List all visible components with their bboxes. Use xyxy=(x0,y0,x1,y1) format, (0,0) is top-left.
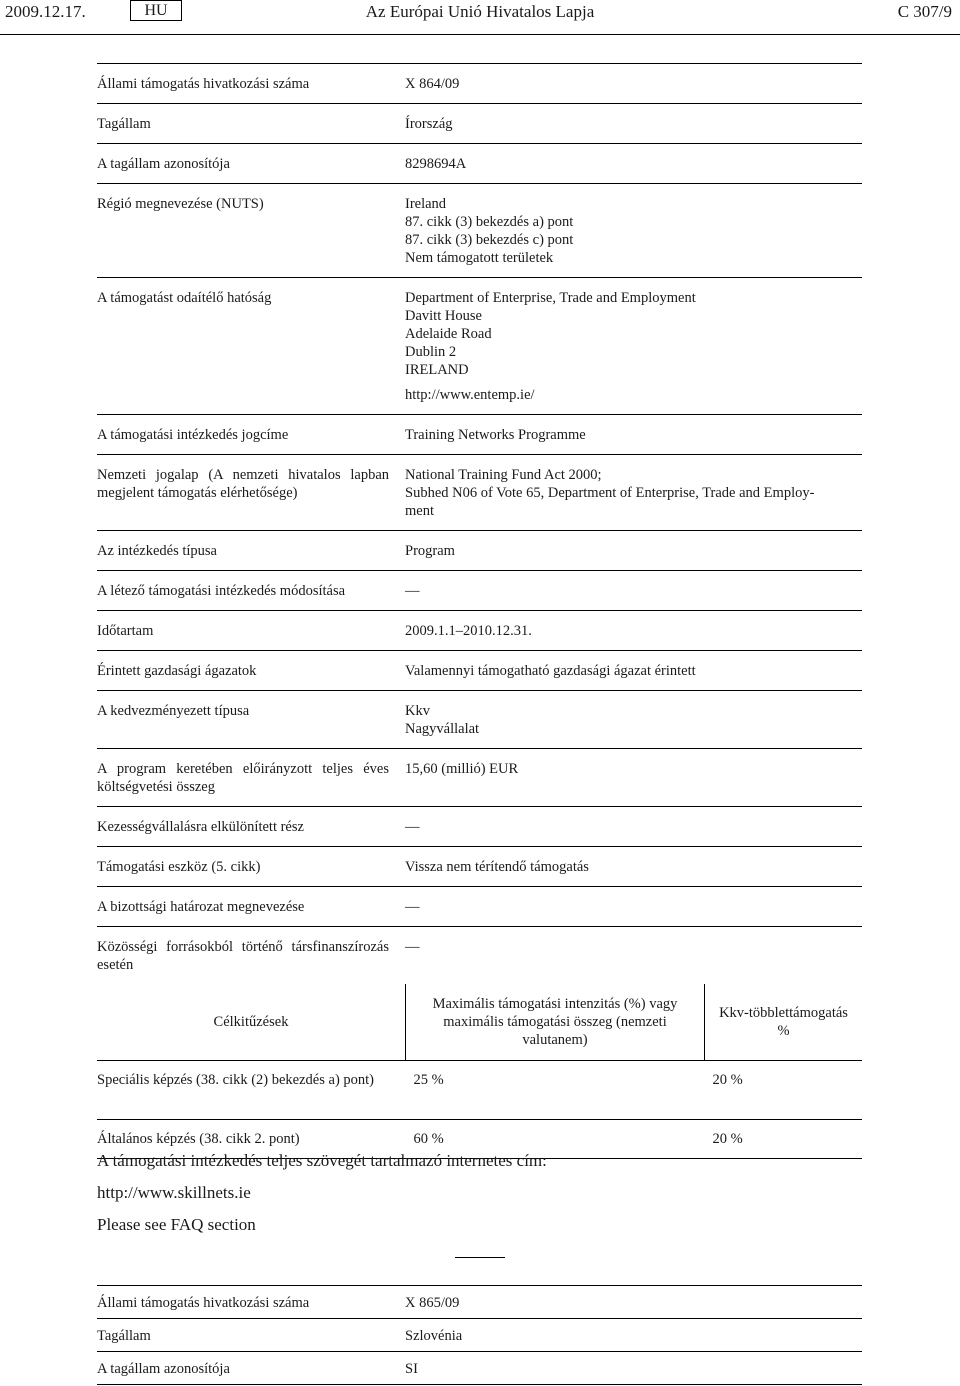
value-line: Davitt House xyxy=(405,308,482,324)
language-badge: HU xyxy=(130,0,182,21)
record-separator xyxy=(455,1257,505,1258)
value-line: 87. cikk (3) bekezdés a) pont xyxy=(405,214,574,230)
value-line: IRELAND xyxy=(405,362,469,378)
value-line: Ireland xyxy=(405,196,447,212)
aid-record-2 xyxy=(97,1285,862,1385)
field-label: Érintett gazdasági ágazatok xyxy=(97,663,257,679)
intensity-header: Maximális támogatási intenzitás (%) vagy maximális támogatási összeg (nemzeti valutanem) xyxy=(406,984,705,1061)
table-row xyxy=(97,104,862,144)
value-line: Subhed N06 of Vote 65, Department of Enterprise, Trade and Employ- xyxy=(405,485,815,501)
value-line: ment xyxy=(405,503,434,519)
value-line: Valamennyi támogatható gazdasági ágazat érintett xyxy=(405,663,696,679)
field-label: A program keretében előirányzott teljes éves költségvetési összeg xyxy=(97,761,389,795)
aid-record-table xyxy=(97,63,862,984)
table-row xyxy=(97,749,862,807)
objective-intensity: 25 % xyxy=(413,1072,444,1088)
field-label: Támogatási eszköz (5. cikk) xyxy=(97,859,261,875)
field-value xyxy=(405,887,862,927)
value-line: Program xyxy=(405,543,455,559)
field-label: A létező támogatási intézkedés módosítása xyxy=(97,583,346,599)
objective-intensity: 60 % xyxy=(413,1131,444,1147)
value-line: 87. cikk (3) bekezdés c) pont xyxy=(405,232,574,248)
sme-bonus-header: Kkv-többlettámogatás % xyxy=(705,984,863,1061)
objective-sme-bonus: 20 % xyxy=(712,1072,743,1088)
table-row xyxy=(97,415,862,455)
value-line: X 864/09 xyxy=(405,76,460,92)
note-text: Please see FAQ section xyxy=(97,1215,256,1234)
field-value xyxy=(405,531,862,571)
value-line: National Training Fund Act 2000; xyxy=(405,467,602,483)
field-value xyxy=(405,749,862,807)
field-label: Kezességvállalásra elkülönített rész xyxy=(97,819,304,835)
value-line: Nem támogatott területek xyxy=(405,250,554,266)
field-value: X 865/09 xyxy=(405,1295,460,1311)
value-line: 15,60 (millió) EUR xyxy=(405,761,519,777)
value-line: — xyxy=(405,939,420,955)
value-line: Vissza nem térítendő támogatás xyxy=(405,859,589,875)
objective-sme-bonus: 20 % xyxy=(712,1131,743,1147)
field-value xyxy=(405,807,862,847)
value-line: — xyxy=(405,583,420,599)
field-value xyxy=(405,651,862,691)
objectives-header: Célkitűzések xyxy=(97,984,406,1061)
field-value xyxy=(405,571,862,611)
field-label: A kedvezményezett típusa xyxy=(97,703,250,719)
fulltext-label: A támogatási intézkedés teljes szövegét tartalmazó internetes cím: xyxy=(97,1151,547,1170)
field-value xyxy=(405,691,862,749)
value-line: Írország xyxy=(405,116,453,132)
page-number: C 307/9 xyxy=(897,2,952,21)
value-line: Nagyvállalat xyxy=(405,721,480,737)
field-value xyxy=(405,184,862,278)
value-line: 8298694A xyxy=(405,156,467,172)
field-label: Az intézkedés típusa xyxy=(97,543,217,559)
table-row xyxy=(97,184,862,278)
table-row xyxy=(97,887,862,927)
objective-name: Speciális képzés (38. cikk (2) bekezdés a) pont) xyxy=(97,1072,375,1088)
field-label: Tagállam xyxy=(97,116,151,132)
table-row xyxy=(97,1319,862,1352)
table-row xyxy=(97,144,862,184)
fulltext-link[interactable]: http://www.skillnets.ie xyxy=(97,1183,251,1202)
table-row xyxy=(97,807,862,847)
table-row xyxy=(97,691,862,749)
table-row xyxy=(97,1061,862,1120)
table-row xyxy=(97,847,862,887)
value-line: — xyxy=(405,819,420,835)
value-line: — xyxy=(405,899,420,915)
table-row xyxy=(97,278,862,415)
field-value xyxy=(405,455,862,531)
field-label: A támogatást odaítélő hatóság xyxy=(97,290,272,306)
field-label: Időtartam xyxy=(97,623,154,639)
value-line: Training Networks Programme xyxy=(405,427,586,443)
page-header xyxy=(0,0,960,35)
objectives-header-row xyxy=(97,984,862,1061)
table-row xyxy=(97,927,862,985)
field-value xyxy=(405,104,862,144)
field-label: Állami támogatás hivatkozási száma xyxy=(97,76,310,92)
field-label: A tagállam azonosítója xyxy=(97,1361,230,1377)
field-label: A támogatási intézkedés jogcíme xyxy=(97,427,289,443)
field-value xyxy=(405,64,862,104)
table-row xyxy=(97,611,862,651)
aid-record-1 xyxy=(97,63,862,1159)
objective-name: Általános képzés (38. cikk 2. pont) xyxy=(97,1131,300,1147)
field-label: Nemzeti jogalap (A nemzeti hivatalos lapban megjelent támogatás elérhetősége) xyxy=(97,467,389,501)
field-label: A tagállam azonosítója xyxy=(97,156,230,172)
publication-date: 2009.12.17. xyxy=(5,2,86,21)
field-value: Szlovénia xyxy=(405,1328,463,1344)
field-label: Tagállam xyxy=(97,1328,151,1344)
table-row xyxy=(97,651,862,691)
objectives-table xyxy=(97,984,862,1159)
field-value xyxy=(405,144,862,184)
value-line: 2009.1.1–2010.12.31. xyxy=(405,623,532,639)
journal-title: Az Európai Unió Hivatalos Lapja xyxy=(365,2,595,21)
field-value xyxy=(405,278,862,415)
field-label: A bizottsági határozat megnevezése xyxy=(97,899,305,915)
table-row xyxy=(97,1286,862,1319)
table-row xyxy=(97,64,862,104)
field-label: Régió megnevezése (NUTS) xyxy=(97,196,264,212)
field-value xyxy=(405,611,862,651)
authority-url-link[interactable]: http://www.entemp.ie/ xyxy=(405,387,535,403)
field-label: Közösségi forrásokból történő társfinanszírozás esetén xyxy=(97,939,389,973)
table-row xyxy=(97,531,862,571)
table-row xyxy=(97,571,862,611)
field-value xyxy=(405,927,862,985)
field-label: Állami támogatás hivatkozási száma xyxy=(97,1295,310,1311)
aid-record-table xyxy=(97,1285,862,1385)
value-line: Kkv xyxy=(405,703,430,719)
field-value xyxy=(405,847,862,887)
field-value: SI xyxy=(405,1361,418,1377)
table-row xyxy=(97,455,862,531)
field-value xyxy=(405,415,862,455)
table-row xyxy=(97,1352,862,1385)
value-line: Department of Enterprise, Trade and Employment xyxy=(405,290,696,306)
value-line: Dublin 2 xyxy=(405,344,457,360)
value-line: Adelaide Road xyxy=(405,326,492,342)
